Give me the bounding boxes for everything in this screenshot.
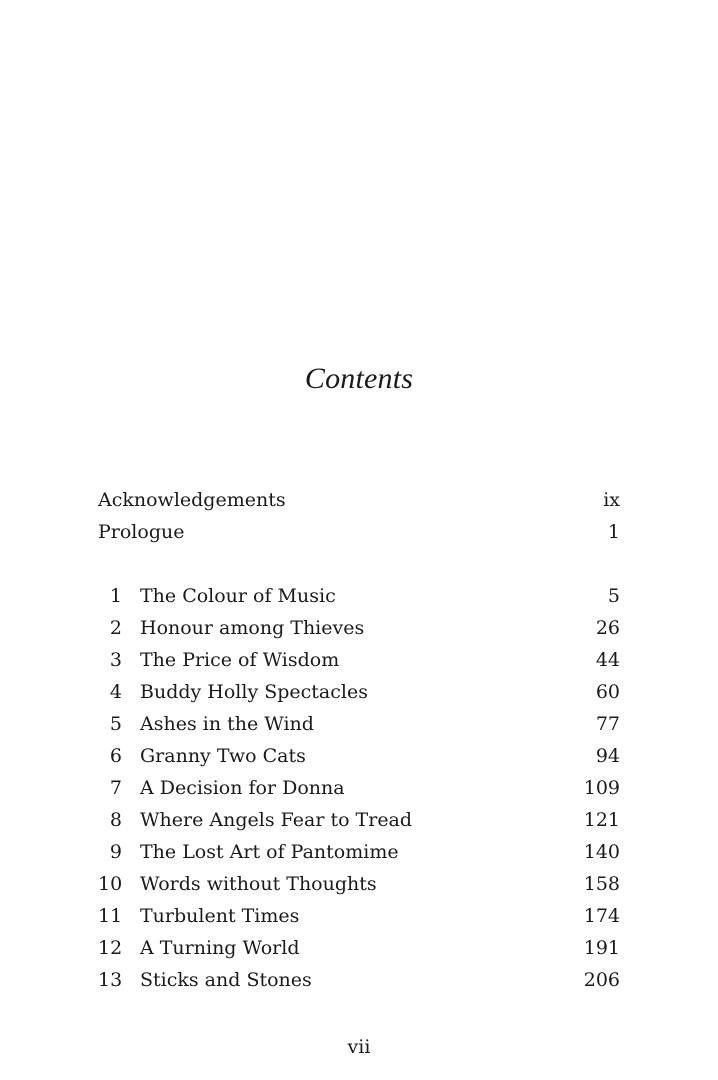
chapter-title: Words without Thoughts [140,873,377,895]
chapter-entry [98,649,620,681]
chapter-title: Sticks and Stones [140,969,312,991]
toc-entry-page: 1 [607,521,620,543]
chapter-page: 121 [583,809,620,831]
chapter-page: 158 [583,873,620,895]
chapter-number: 4 [109,681,122,703]
chapter-title: Ashes in the Wind [140,713,314,735]
chapter-title: Where Angels Fear to Tread [140,809,413,831]
chapter-page: 26 [595,617,620,639]
chapter-page: 174 [583,905,620,927]
chapter-entry [98,873,620,905]
chapter-title: A Decision for Donna [140,777,345,799]
toc-entry [98,489,620,521]
chapter-number: 6 [109,745,122,767]
chapter-number: 7 [109,777,122,799]
chapter-entry [98,905,620,937]
chapter-page: 44 [595,649,620,671]
chapter-title: A Turning World [140,937,300,959]
toc-entry-label: Acknowledgements [98,489,286,511]
chapter-page: 206 [583,969,620,991]
chapter-number: 2 [109,617,122,639]
chapter-title: Honour among Thieves [140,617,365,639]
chapter-number: 10 [98,873,123,895]
chapter-page: 140 [583,841,620,863]
chapter-entry [98,617,620,649]
chapter-entry [98,937,620,969]
front-matter-list [98,489,620,553]
chapter-number: 9 [109,841,122,863]
chapter-entry [98,841,620,873]
chapter-title: The Price of Wisdom [140,649,340,671]
chapter-title: Turbulent Times [140,905,300,927]
toc-entry [98,521,620,553]
chapter-page: 5 [607,585,620,607]
chapter-number: 12 [98,937,123,959]
chapter-page: 109 [583,777,620,799]
chapter-number: 8 [109,809,122,831]
chapter-entry [98,777,620,809]
chapter-entry [98,969,620,1001]
chapter-page: 60 [595,681,620,703]
chapter-number: 1 [109,585,122,607]
chapter-list [98,585,620,1001]
chapter-page: 191 [583,937,620,959]
page-title: Contents [304,362,414,395]
chapter-entry [98,809,620,841]
chapter-number: 11 [98,905,123,927]
chapter-title: The Colour of Music [140,585,336,607]
page-number: vii [347,1036,371,1058]
chapter-number: 13 [98,969,123,991]
chapter-title: The Lost Art of Pantomime [140,841,399,863]
chapter-entry [98,681,620,713]
chapter-number: 3 [109,649,122,671]
chapter-page: 94 [595,745,620,767]
chapter-title: Buddy Holly Spectacles [140,681,368,703]
chapter-page: 77 [595,713,620,735]
chapter-title: Granny Two Cats [140,745,306,767]
chapter-entry [98,745,620,777]
toc-entry-label: Prologue [98,521,185,543]
chapter-entry [98,713,620,745]
chapter-entry [98,585,620,617]
toc-entry-page: ix [603,489,620,511]
chapter-number: 5 [109,713,122,735]
